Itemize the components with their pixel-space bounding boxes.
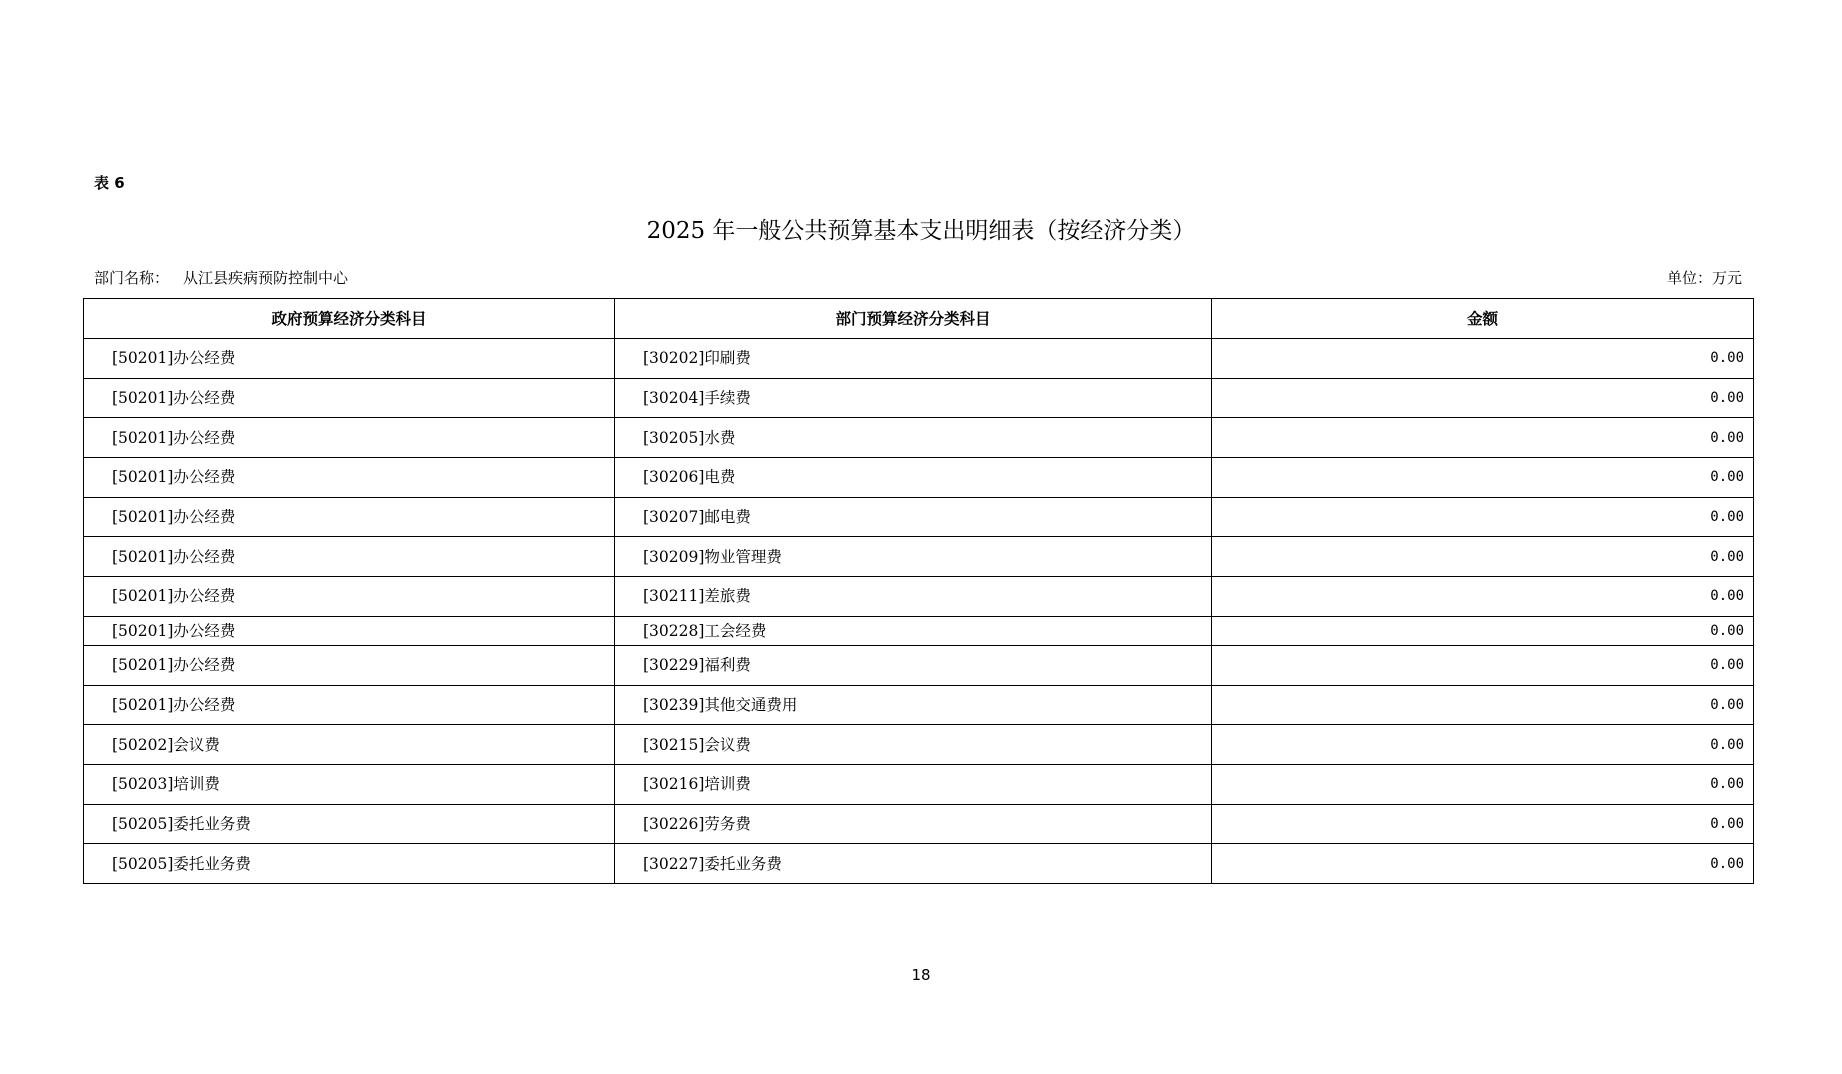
gov-category-cell: [50201]办公经费 <box>84 645 615 685</box>
gov-category-cell: [50203]培训费 <box>84 764 615 804</box>
unit-label: 单位：万元 <box>1666 269 1742 287</box>
table-row <box>84 764 1754 804</box>
amount-cell: 0.00 <box>1212 339 1754 379</box>
gov-category-cell: [50201]办公经费 <box>84 577 615 617</box>
dept-category-cell: [30202]印刷费 <box>615 339 1212 379</box>
amount-cell: 0.00 <box>1212 378 1754 418</box>
gov-category-cell: [50201]办公经费 <box>84 378 615 418</box>
amount-cell: 0.00 <box>1212 844 1754 884</box>
amount-cell: 0.00 <box>1212 764 1754 804</box>
table-row <box>84 804 1754 844</box>
budget-table <box>83 298 1754 884</box>
dept-category-cell: [30209]物业管理费 <box>615 537 1212 577</box>
dept-category-cell: [30227]委托业务费 <box>615 844 1212 884</box>
header-gov-category: 政府预算经济分类科目 <box>84 299 615 339</box>
amount-cell: 0.00 <box>1212 645 1754 685</box>
table-row <box>84 725 1754 765</box>
amount-cell: 0.00 <box>1212 537 1754 577</box>
dept-category-cell: [30229]福利费 <box>615 645 1212 685</box>
amount-cell: 0.00 <box>1212 804 1754 844</box>
gov-category-cell: [50202]会议费 <box>84 725 615 765</box>
dept-category-cell: [30204]手续费 <box>615 378 1212 418</box>
table-row <box>84 844 1754 884</box>
dept-category-cell: [30228]工会经费 <box>615 616 1212 645</box>
header-dept-category: 部门预算经济分类科目 <box>615 299 1212 339</box>
document-title: 2025 年一般公共预算基本支出明细表（按经济分类） <box>646 218 1196 244</box>
gov-category-cell: [50201]办公经费 <box>84 537 615 577</box>
table-row <box>84 616 1754 645</box>
table-header-row <box>84 299 1754 339</box>
dept-category-cell: [30239]其他交通费用 <box>615 685 1212 725</box>
gov-category-cell: [50201]办公经费 <box>84 339 615 379</box>
department-line <box>94 268 348 288</box>
page-number: 18 <box>911 966 931 984</box>
dept-category-cell: [30211]差旅费 <box>615 577 1212 617</box>
amount-cell: 0.00 <box>1212 497 1754 537</box>
dept-category-cell: [30206]电费 <box>615 458 1212 498</box>
table-row <box>84 418 1754 458</box>
table-row <box>84 577 1754 617</box>
department-name: 从江县疾病预防控制中心 <box>183 269 349 287</box>
table-row <box>84 378 1754 418</box>
amount-cell: 0.00 <box>1212 577 1754 617</box>
header-amount: 金额 <box>1212 299 1754 339</box>
table-row <box>84 685 1754 725</box>
table-row <box>84 537 1754 577</box>
table-row <box>84 497 1754 537</box>
amount-cell: 0.00 <box>1212 418 1754 458</box>
dept-category-cell: [30207]邮电费 <box>615 497 1212 537</box>
amount-cell: 0.00 <box>1212 725 1754 765</box>
amount-cell: 0.00 <box>1212 616 1754 645</box>
table-row <box>84 339 1754 379</box>
gov-category-cell: [50201]办公经费 <box>84 616 615 645</box>
table-number-label: 表 6 <box>94 174 125 192</box>
dept-category-cell: [30205]水费 <box>615 418 1212 458</box>
department-label: 部门名称： <box>94 269 170 287</box>
table-row <box>84 645 1754 685</box>
table-row <box>84 458 1754 498</box>
dept-category-cell: [30216]培训费 <box>615 764 1212 804</box>
gov-category-cell: [50205]委托业务费 <box>84 844 615 884</box>
dept-category-cell: [30226]劳务费 <box>615 804 1212 844</box>
dept-category-cell: [30215]会议费 <box>615 725 1212 765</box>
gov-category-cell: [50201]办公经费 <box>84 497 615 537</box>
gov-category-cell: [50201]办公经费 <box>84 458 615 498</box>
gov-category-cell: [50205]委托业务费 <box>84 804 615 844</box>
amount-cell: 0.00 <box>1212 458 1754 498</box>
gov-category-cell: [50201]办公经费 <box>84 685 615 725</box>
amount-cell: 0.00 <box>1212 685 1754 725</box>
gov-category-cell: [50201]办公经费 <box>84 418 615 458</box>
